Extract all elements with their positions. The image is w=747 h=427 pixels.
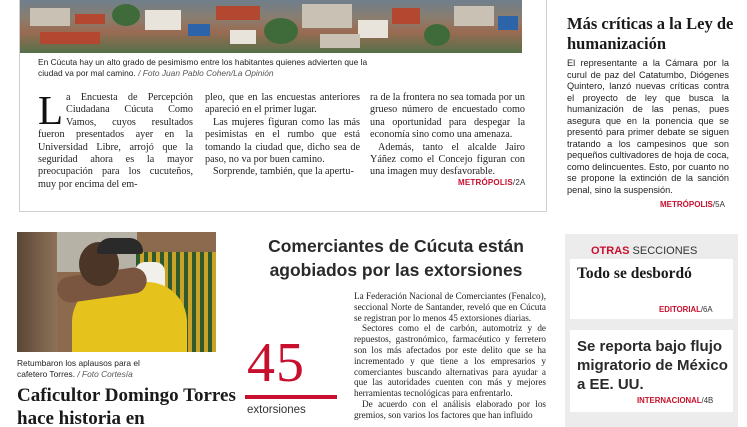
column-1-text: a Encuesta de Percepción Ciudadana Cúcuta Como Vamos, cuyos resultados fueron presentados ayer en la Universidad Libre, arrojó que la seguridad ahora es la mayor preocupación para los cucuteños, muy por encima del em- (38, 92, 193, 190)
heading-accent: OTRAS (591, 245, 630, 257)
coffee-grower-photo (17, 232, 216, 352)
photo-credit: / Foto Juan Pablo Cohen/La Opinión (138, 67, 274, 78)
section-page: /5A (712, 200, 725, 209)
city-aerial-photo (20, 0, 522, 53)
column-3-paragraph-2: Además, tanto el alcalde Jairo Yáñez como el Concejo figuran con una imagen muy desfavorable. (370, 141, 525, 178)
top-story-section-link[interactable] (458, 178, 526, 187)
section-page: /6A (700, 305, 713, 314)
top-story-column-1 (38, 87, 193, 191)
top-story-column-2 (205, 92, 360, 179)
column-2-paragraph-3: Sorprende, también, que la apertu- (213, 166, 354, 178)
other-section-title-2[interactable]: Se reporta bajo flujo migratorio de México a EE. UU. (577, 338, 728, 393)
other-section-title-1[interactable]: Todo se desbordó (577, 265, 692, 282)
right-story-body: El representante a la Cámara por la curul de paz del Catatumbo, Diógenes Quintero, lanzó nuevas críticas contra el proyecto de ley que busca la humanización de las penas, pues asegura que en la ponencia que se presentó para primer debate se siguen tratando a los campesinos que son pequeños cultivadores de hoja de coca, como delincuentes. Esto, por cuanto no se propone la extinción de la sanción penal, sino la suspensión. (567, 58, 729, 195)
extortion-paragraph-1: La Federación Nacional de Comerciantes (Fenalco), seccional Norte de Santander, reveló que en Cúcuta se registran por lo menos 45 extorsiones diarias. (354, 291, 546, 323)
section-name: EDITORIAL (659, 305, 701, 314)
section-name: METRÓPOLIS (458, 178, 513, 187)
other-sections-heading (591, 245, 697, 257)
caption-text: En Cúcuta hay un alto grado de pesimismo entre los habitantes quienes advierten que la ciudad va por mal camino. (38, 57, 368, 78)
red-divider (245, 395, 337, 399)
drop-cap: L (38, 87, 64, 133)
other-section-link-2[interactable] (637, 396, 713, 405)
column-2-paragraph-1: pleo, que en las encuestas anteriores apareció en el primer lugar. (205, 92, 360, 116)
coffee-photo-caption (17, 358, 167, 379)
extortion-story-body (354, 291, 546, 421)
right-story-section-link[interactable] (660, 200, 725, 209)
top-story-column-3 (370, 92, 525, 179)
extortion-count: 45 (247, 332, 305, 394)
photo-credit: / Foto Cortesía (77, 368, 133, 379)
caption-text: Retumbaron los aplausos para el cafetero Torres. (17, 358, 140, 379)
column-2-paragraph-2: Las mujeres figuran como las más pesimistas en el rumbo que está tomando la ciudad que, dicho sea de paso, no va por buen camino. (205, 116, 360, 166)
section-page: /4B (701, 396, 714, 405)
heading-rest: SECCIONES (629, 245, 698, 257)
other-section-link-1[interactable] (659, 305, 713, 314)
coffee-story-headline[interactable]: Caficultor Domingo Torres hace historia en (17, 385, 236, 427)
section-page: /2A (512, 178, 526, 187)
extortion-paragraph-3: De acuerdo con el análisis elaborado por los gremios, son varios los factores que han influido (354, 398, 546, 420)
right-story-headline[interactable]: Más críticas a la Ley de humanización (567, 14, 734, 53)
section-name: METRÓPOLIS (660, 200, 713, 209)
section-name: INTERNACIONAL (637, 396, 702, 405)
extortion-story-headline[interactable]: Comerciantes de Cúcuta están agobiados por las extorsiones (268, 236, 524, 280)
extortion-paragraph-2: Sectores como el de carbón, automotriz y de repuestos, gastronómico, farmacéutico y ferretero son los más afectados por este delito que se ha incrementado y que tiene a los empresarios y comerciantes buscando alternativas para ayudar a que las autoridades cuenten con más y mejores herramientas tecnológicas para enfrentarlo. (354, 323, 546, 399)
extortion-count-label: extorsiones (247, 404, 306, 416)
column-3-paragraph-1: ra de la frontera no sea tomada por un grueso número de encuestado como una oportunidad para despegar la economía sino como una amenaza. (370, 92, 525, 141)
top-photo-caption (38, 57, 394, 78)
